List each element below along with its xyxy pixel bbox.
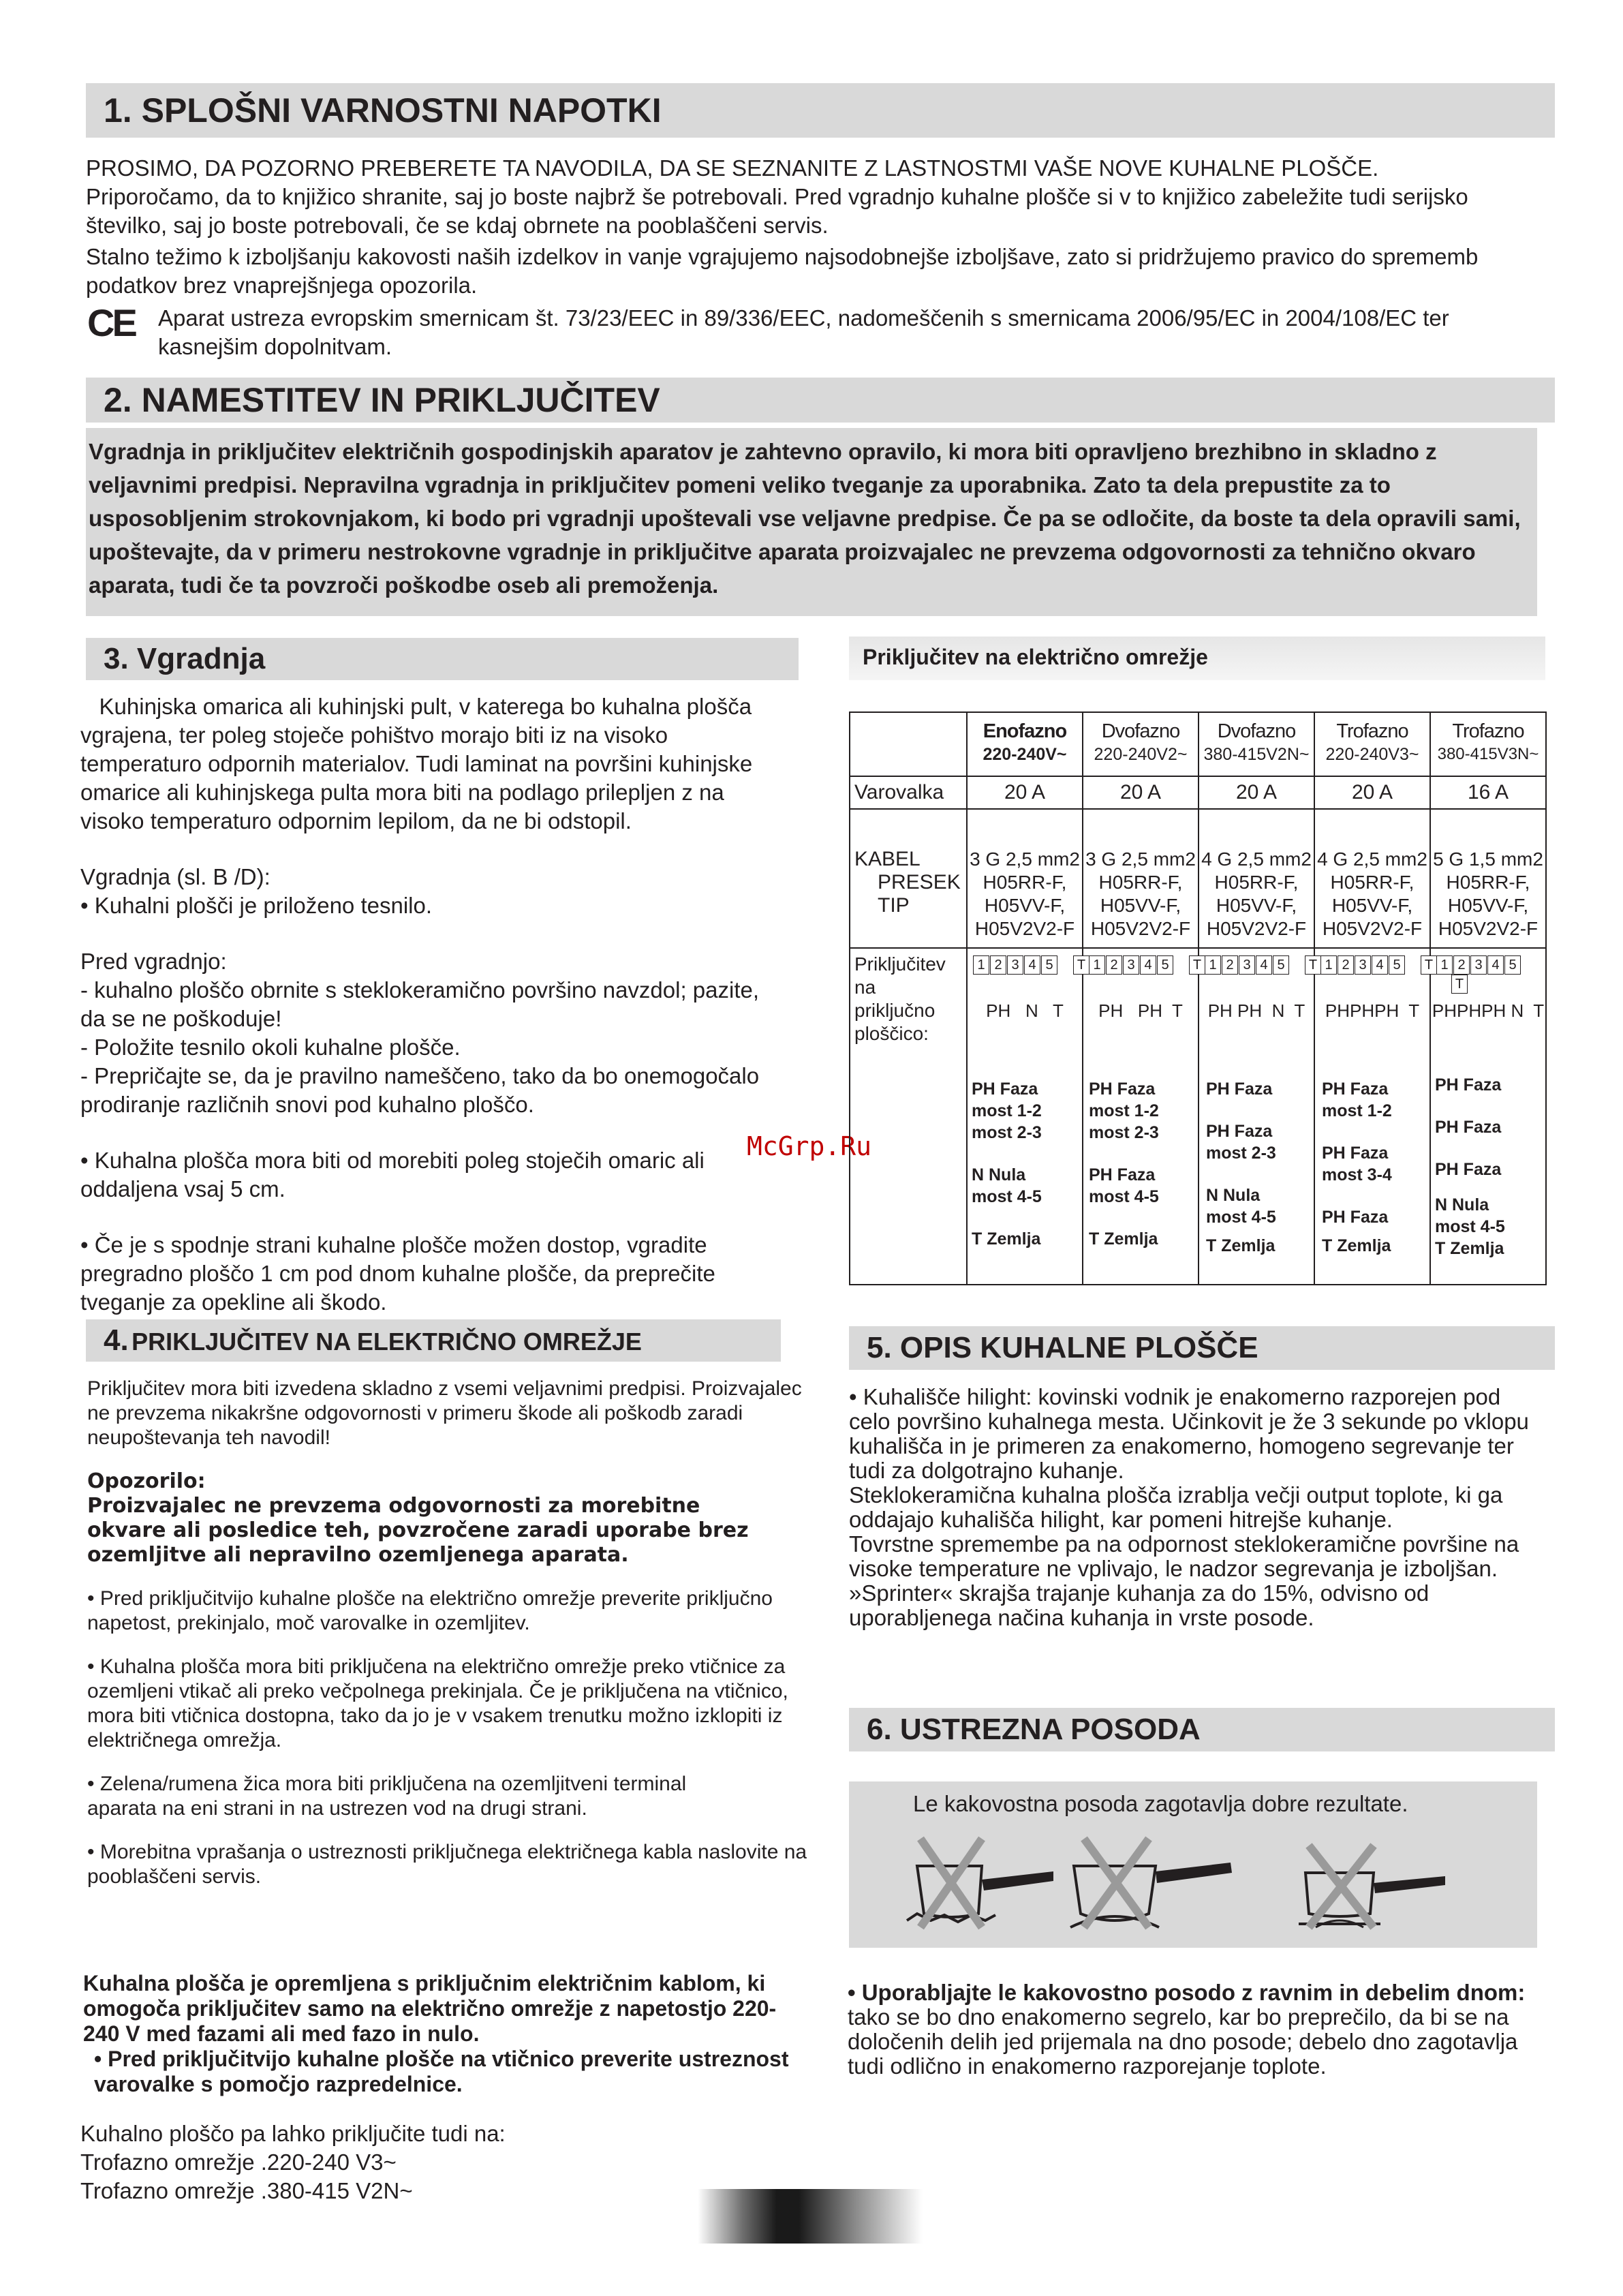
col-2-cable-section: 3 G 2,5 mm2 <box>1085 848 1196 870</box>
col-2-fuse: 20 A <box>1119 781 1162 803</box>
col-3-note-4: N Nula <box>1206 1186 1261 1205</box>
pred-vgradnjo-step-2: - Položite tesnilo okoli kuhalne plošče. <box>80 1035 461 1060</box>
bullet-service: • Morebitna vprašanja o ustreznosti priključnega električnega kabla naslovite na pooblaščeni servis. <box>87 1841 807 1888</box>
section-5-title: 5. OPIS KUHALNE PLOŠČE <box>867 1331 1258 1364</box>
col-2-voltage: 220-240V2~ <box>1094 745 1188 764</box>
col-3-note-1: PH Faza <box>1206 1080 1273 1099</box>
row-label-kabel-3: TIP <box>878 894 910 917</box>
bad-cookware-illustration <box>849 1825 1537 1948</box>
section-2-box <box>86 428 1537 616</box>
section-3-body <box>80 692 789 1317</box>
col-3-note-5: most 4-5 <box>1206 1208 1276 1227</box>
vgradnja-fig: Vgradnja (sl. B /D): <box>80 864 270 889</box>
col-2-notes <box>1089 1078 1198 1250</box>
terminal-4: 4 <box>1140 955 1156 975</box>
col-4-fuse: 20 A <box>1351 781 1393 803</box>
bullet-check-voltage: • Pred priključitvijo kuhalne plošče na električno omrežje preverite priključno napetost, prekinjalo, moč varovalke in ozemljitev. <box>87 1587 773 1634</box>
col-4-note-4: most 3-4 <box>1322 1165 1392 1184</box>
ce-compliance-text: Aparat ustreza evropskim smernicam št. 73/23/EEC in 89/336/EEC, nadomeščenih s smernicama 2006/95/EC in 2004/108/EC ter kasnejšim dopolnitvam. <box>158 305 1449 359</box>
col-3-pins: PH PH N T <box>1207 1000 1305 1021</box>
terminal-t: T <box>1189 955 1205 975</box>
col-2-cable-type-3: H05V2V2-F <box>1090 918 1191 939</box>
col-4-note-5: PH Faza <box>1322 1208 1389 1227</box>
col-1-note-4: N Nula <box>972 1165 1026 1184</box>
section-5-body <box>849 1385 1544 1630</box>
col-1-cable-section: 3 G 2,5 mm2 <box>970 848 1080 870</box>
distance-note: • Kuhalna plošča mora biti od morebiti poleg stoječih omaric ali oddaljena vsaj 5 cm. <box>80 1148 705 1201</box>
col-4-cable-type-3: H05V2V2-F <box>1322 918 1423 939</box>
terminal-2: 2 <box>1106 955 1122 975</box>
terminal-5: 5 <box>1389 955 1405 975</box>
connection-table <box>849 711 1547 1285</box>
intro-keep: Priporočamo, da to knjižico shranite, saj jo boste najbrž še potrebovali. Pred vgradnjo kuhalne plošče si v to knjižico zabeležite tudi serijsko številko, saj jo boste potrebovali, če se kdaj obrnete na pooblaščeni servis. <box>86 184 1468 238</box>
col-2-pins: PH PH T <box>1098 1000 1183 1021</box>
row-label-kabel-2: PRESEK <box>878 871 961 893</box>
intro-caps: PROSIMO, DA POZORNO PREBERETE TA NAVODILA, DA SE SEZNANITE Z LASTNOSTMI VAŠE NOVE KUHALNE PLOŠČE. <box>86 155 1379 181</box>
col-3-name: Dvofazno <box>1217 720 1296 742</box>
section-3-title: 3. Vgradnja <box>104 642 266 675</box>
connection-intro: Priključitev mora biti izvedena skladno z vsemi veljavnimi predpisi. Proizvajalec ne prevzema nikakršne odgovornosti v primeru škode ali poškodb zaradi neupoštevanja teh navodil! <box>87 1377 802 1449</box>
col-4-header <box>1315 720 1429 766</box>
row-label-varovalka: Varovalka <box>854 781 944 803</box>
col-4-note-1: PH Faza <box>1322 1080 1389 1099</box>
three-phase-1: Trofazno omrežje .220-240 V3~ <box>80 2149 397 2175</box>
col-3-cable-type-3: H05V2V2-F <box>1206 918 1307 939</box>
col-4-cable-type-1: H05RR-F, <box>1330 872 1415 893</box>
table-header-bar <box>849 637 1545 680</box>
col-5-cable-type-2: H05VV-F, <box>1447 895 1529 916</box>
col-2-cable <box>1083 848 1198 940</box>
section-4-title: PRIKLJUČITEV NA ELEKTRIČNO OMREŽJE <box>132 1328 642 1356</box>
col-1-header <box>968 720 1082 766</box>
col-2-name: Dvofazno <box>1101 720 1180 742</box>
pot-uneven-bottom-icon <box>907 1839 1053 1927</box>
also-connect: Kuhalno ploščo pa lahko priključite tudi na: <box>80 2121 506 2146</box>
col-4-note-3: PH Faza <box>1322 1144 1389 1163</box>
col-3-cable <box>1199 848 1314 940</box>
col-4-pins: PHPHPH T <box>1325 1000 1420 1021</box>
row-label-kabel <box>854 848 961 917</box>
col-5-note-1: PH Faza <box>1435 1075 1502 1095</box>
col-3-cable-section: 4 G 2,5 mm2 <box>1201 848 1312 870</box>
col-1-note-5: most 4-5 <box>972 1187 1042 1206</box>
col-3-note-6: T Zemlja <box>1206 1236 1276 1255</box>
section-4-heading <box>86 1319 781 1362</box>
warning-title: Opozorilo: <box>87 1469 206 1493</box>
cookware-advice-rest: tako se bo dno enakomerno segrelo, kar bo preprečilo, da bi se na določenih delih jed prijemala na dno posode; debelo dno zagotavlja tudi odlično in enakomerno razporejanje toplote. <box>848 2004 1518 2079</box>
col-1-pins: PH N T <box>986 1000 1064 1021</box>
col-1-cable-type-1: H05RR-F, <box>983 872 1067 893</box>
terminal-3: 3 <box>1123 955 1139 975</box>
section-1-heading <box>86 83 1555 138</box>
section-4-number: 4. <box>104 1323 129 1357</box>
cookware-box-text: Le kakovostna posoda zagotavlja dobre rezultate. <box>913 1791 1408 1816</box>
terminal-5: 5 <box>1504 955 1521 975</box>
intro-improve: Stalno težimo k izboljšanju kakovosti naših izdelkov in vanje vgrajujemo najsodobnejše izboljšave, zato si pridržujemo pravico do sprememb podatkov brez vnaprejšnjega opozorila. <box>86 244 1479 298</box>
terminal-4: 4 <box>1024 955 1040 975</box>
pred-vgradnjo-heading: Pred vgradnjo: <box>80 949 227 974</box>
col-3-note-2: PH Faza <box>1206 1122 1273 1141</box>
row-label-prikl-2: na <box>854 977 876 998</box>
col-5-fuse: 16 A <box>1467 781 1509 803</box>
terminal-1: 1 <box>1205 955 1221 975</box>
col-2-note-1: PH Faza <box>1089 1080 1156 1099</box>
ce-mark-text: CE <box>87 301 135 344</box>
col-4-name: Trofazno <box>1336 720 1408 742</box>
col-4-note-2: most 1-2 <box>1322 1101 1392 1120</box>
watermark-text: McGrp.Ru <box>747 1131 872 1161</box>
col-2-cable-type-1: H05RR-F, <box>1098 872 1183 893</box>
hilight-description: • Kuhališče hilight: kovinski vodnik je enakomerno razporejen pod celo površino kuhalnega mesta. Učinkovit je že 3 sekunde po vklopu kuhališča in je primeren za enakomerno, homogeno segrevanje ter tudi za dolgotrajno kuhanje. <box>849 1384 1529 1483</box>
col-5-header <box>1431 720 1545 766</box>
ce-mark-icon <box>87 301 142 344</box>
terminal-3: 3 <box>1007 955 1023 975</box>
sprinter-description: »Sprinter« skrajša trajanje kuhanja za do 15%, odvisno od uporabljenega načina kuhanja in vrste posode. <box>849 1580 1429 1630</box>
col-2-header <box>1083 720 1198 766</box>
col-1-name: Enofazno <box>983 720 1067 742</box>
col-2-note-2: most 1-2 <box>1089 1101 1159 1120</box>
vgradnja-seal: • Kuhalni plošči je priloženo tesnilo. <box>80 893 433 918</box>
page-footer-bar <box>698 2189 923 2244</box>
barrier-note: • Če je s spodnje strani kuhalne plošče možen dostop, vgradite pregradno ploščo 1 cm pod dnom kuhalne plošče, da preprečite tveganje za opekline ali škodo. <box>80 1232 715 1315</box>
col-5-notes <box>1435 1074 1544 1259</box>
col-5-cable-type-3: H05V2V2-F <box>1438 918 1539 939</box>
bullet-ground-wire: • Zelena/rumena žica mora biti priključena na ozemljitveni terminal aparata na eni strani in na ustrezen vod na drugi strani. <box>87 1773 687 1820</box>
section-6-title: 6. USTREZNA POSODA <box>867 1713 1201 1746</box>
cookware-advice <box>848 1980 1543 2079</box>
section-2-heading <box>86 378 1555 423</box>
row-label-prikl-3: priključno <box>854 1000 936 1021</box>
col-3-cable-type-2: H05VV-F, <box>1216 895 1297 916</box>
pred-vgradnjo-step-1: - kuhalno ploščo obrnite s steklokeramično površino navzdol; pazite, da se ne poškoduje! <box>80 977 760 1031</box>
three-phase-2: Trofazno omrežje .380-415 V2N~ <box>80 2178 413 2203</box>
col-5-note-2: PH Faza <box>1435 1118 1502 1137</box>
row-label-prikl-4: ploščico: <box>854 1023 929 1044</box>
col-4-terminal-block <box>1320 955 1438 975</box>
row-label-kabel-1: KABEL <box>854 848 921 870</box>
col-2-note-6: T Zemlja <box>1089 1229 1158 1249</box>
col-5-cable-section: 5 G 1,5 mm2 <box>1433 848 1543 870</box>
section-5-heading <box>849 1326 1555 1370</box>
col-3-voltage: 380-415V2N~ <box>1203 745 1310 764</box>
col-5-note-5: most 4-5 <box>1435 1217 1505 1236</box>
col-4-cable-type-2: H05VV-F, <box>1331 895 1413 916</box>
col-5-voltage: 380-415V3N~ <box>1437 745 1539 763</box>
pot-small-base-icon <box>1299 1846 1445 1927</box>
col-5-note-6: T Zemlja <box>1435 1239 1504 1258</box>
terminal-t: T <box>1305 955 1321 975</box>
col-1-note-1: PH Faza <box>972 1080 1038 1099</box>
col-5-name: Trofazno <box>1452 720 1524 742</box>
terminal-1: 1 <box>1089 955 1105 975</box>
terminal-4: 4 <box>1372 955 1388 975</box>
terminal-2: 2 <box>1222 955 1238 975</box>
section-2-title: 2. NAMESTITEV IN PRIKLJUČITEV <box>104 381 660 419</box>
cookware-box <box>849 1781 1537 1948</box>
col-1-voltage: 220-240V~ <box>983 745 1067 764</box>
col-2-note-3: most 2-3 <box>1089 1123 1159 1142</box>
fuse-check-note: • Pred priključitvijo kuhalne plošče na vtičnico preverite ustreznost varovalke s pomočjo razpredelnice. <box>94 2047 789 2096</box>
cookware-advice-lead: • Uporabljajte le kakovostno posodo z ravnim in debelim dnom: <box>848 1980 1526 2005</box>
cable-note: Kuhalna plošča je opremljena s priključnim električnim kablom, ki omogoča priključitev samo na električno omrežje z napetostjo 220-240 V med fazami ali med fazo in nulo. <box>83 1971 777 2046</box>
col-3-header <box>1199 720 1314 766</box>
durability-description: Tovrstne spremembe pa na odpornost steklokeramične površine na visoke temperature ne vplivajo, le nadzor segrevanja je izboljšan. <box>849 1531 1519 1581</box>
col-5-terminal-block <box>1436 955 1545 994</box>
section-4-bold-notes <box>83 1971 805 2097</box>
terminal-2: 2 <box>990 955 1006 975</box>
pot-curved-bottom-icon <box>1070 1839 1232 1927</box>
terminal-5: 5 <box>1041 955 1057 975</box>
col-5-note-3: PH Faza <box>1435 1160 1502 1179</box>
terminal-2: 2 <box>1338 955 1354 975</box>
col-1-cable-type-3: H05V2V2-F <box>974 918 1075 939</box>
col-1-note-2: most 1-2 <box>972 1101 1042 1120</box>
section-1-body <box>86 154 1544 300</box>
col-3-terminal-block <box>1205 955 1322 975</box>
section-2-warning: Vgradnja in priključitev električnih gospodinjskih aparatov je zahtevno opravilo, ki mora biti opravljeno brezhibno in skladno z veljavnimi predpisi. Nepravilna vgradnja in priključitev pomeni veliko tveganje za uporabnika. Zato ta dela prepustite za to usposobljenim strokovnjakom, ki bodo pri vgradnji upoštevali vse veljavne predpise. Če pa se odločite, da boste ta dela opravili sami, upoštevajte, da v primeru nestrokovne vgradnje in priključitve aparata proizvajalec ne prevzema odgovornosti za tehnično okvaro aparata, tudi če ta povzroči poškodbe oseb ali premoženja. <box>89 439 1521 598</box>
col-5-note-4: N Nula <box>1435 1195 1489 1214</box>
terminal-3: 3 <box>1355 955 1371 975</box>
col-1-notes <box>972 1078 1081 1250</box>
table-header: Priključitev na električno omrežje <box>863 645 1208 669</box>
col-2-note-4: PH Faza <box>1089 1165 1156 1184</box>
col-5-cable-type-1: H05RR-F, <box>1446 872 1530 893</box>
col-3-notes <box>1206 1078 1314 1257</box>
col-2-note-5: most 4-5 <box>1089 1187 1159 1206</box>
terminal-t: T <box>1451 975 1468 994</box>
terminal-2: 2 <box>1453 955 1470 975</box>
col-1-cable <box>968 848 1082 940</box>
pred-vgradnjo-step-3: - Prepričajte se, da je pravilno nameščeno, tako da bo onemogočalo prodiranje različnih snovi pod kuhalno ploščo. <box>80 1063 760 1117</box>
col-1-cable-type-2: H05VV-F, <box>984 895 1066 916</box>
col-4-cable-section: 4 G 2,5 mm2 <box>1317 848 1427 870</box>
section-4-end <box>80 2119 803 2205</box>
section-6-heading <box>849 1708 1555 1751</box>
warning-text: Proizvajalec ne prevzema odgovornosti za morebitne okvare ali posledice teh, povzročene zaradi uporabe brez ozemljitve ali nepravilno ozemljenega aparata. <box>87 1494 749 1567</box>
bullet-socket: • Kuhalna plošča mora biti priključena na električno omrežje preko vtičnice za ozemljeni vtikač ali preko večpolnega prekinjala. Če je priključena na vtičnico, mora biti vtičnica dostopna, tako da jo je v vsakem trenutku možno izklopiti iz električnega omrežja. <box>87 1655 788 1751</box>
col-4-notes <box>1322 1078 1429 1257</box>
terminal-t: T <box>1421 955 1437 975</box>
col-1-fuse: 20 A <box>1004 781 1046 803</box>
section-4-body <box>87 1377 809 1889</box>
terminal-1: 1 <box>973 955 989 975</box>
col-5-pins: PHPHPH N T <box>1432 1000 1545 1021</box>
terminal-3: 3 <box>1239 955 1255 975</box>
terminal-1: 1 <box>1320 955 1337 975</box>
vgradnja-intro: Kuhinjska omarica ali kuhinjski pult, v katerega bo kuhalna plošča vgrajena, ter poleg stoječe pohištvo morajo biti iz na visoko temperaturo odpornih materialov. Tudi laminat na površini kuhinjske omarice ali kuhinjskega pulta mora biti na podlago prilepljen z na visoko temperaturo odpornim lepilom, da ne bi odstopil. <box>80 694 759 833</box>
col-2-cable-type-2: H05VV-F, <box>1100 895 1181 916</box>
col-3-cable-type-1: H05RR-F, <box>1214 872 1299 893</box>
section-1-title: 1. SPLOŠNI VARNOSTNI NAPOTKI <box>104 91 662 129</box>
row-label-prikljucitev <box>854 953 946 1045</box>
terminal-t: T <box>1073 955 1089 975</box>
section-3-heading <box>86 638 799 680</box>
terminal-4: 4 <box>1487 955 1504 975</box>
terminal-5: 5 <box>1157 955 1173 975</box>
col-5-cable <box>1431 848 1545 940</box>
terminal-1: 1 <box>1436 955 1453 975</box>
col-3-note-3: most 2-3 <box>1206 1144 1276 1163</box>
col-4-cable <box>1315 848 1429 940</box>
terminal-3: 3 <box>1470 955 1487 975</box>
col-1-note-6: T Zemlja <box>972 1229 1041 1249</box>
terminal-5: 5 <box>1273 955 1289 975</box>
col-1-note-3: most 2-3 <box>972 1123 1042 1142</box>
col-4-voltage: 220-240V3~ <box>1325 745 1419 764</box>
col-1-terminal-block <box>973 955 1090 975</box>
terminal-4: 4 <box>1256 955 1272 975</box>
row-label-prikl-1: Priključitev <box>854 953 946 975</box>
col-3-fuse: 20 A <box>1235 781 1278 803</box>
col-2-terminal-block <box>1089 955 1206 975</box>
col-4-note-6: T Zemlja <box>1322 1236 1391 1255</box>
output-description: Steklokeramična kuhalna plošča izrablja večji output toplote, ki ga oddajajo kuhališča hilight, kar pomeni hitrejše kuhanje. <box>849 1482 1503 1532</box>
